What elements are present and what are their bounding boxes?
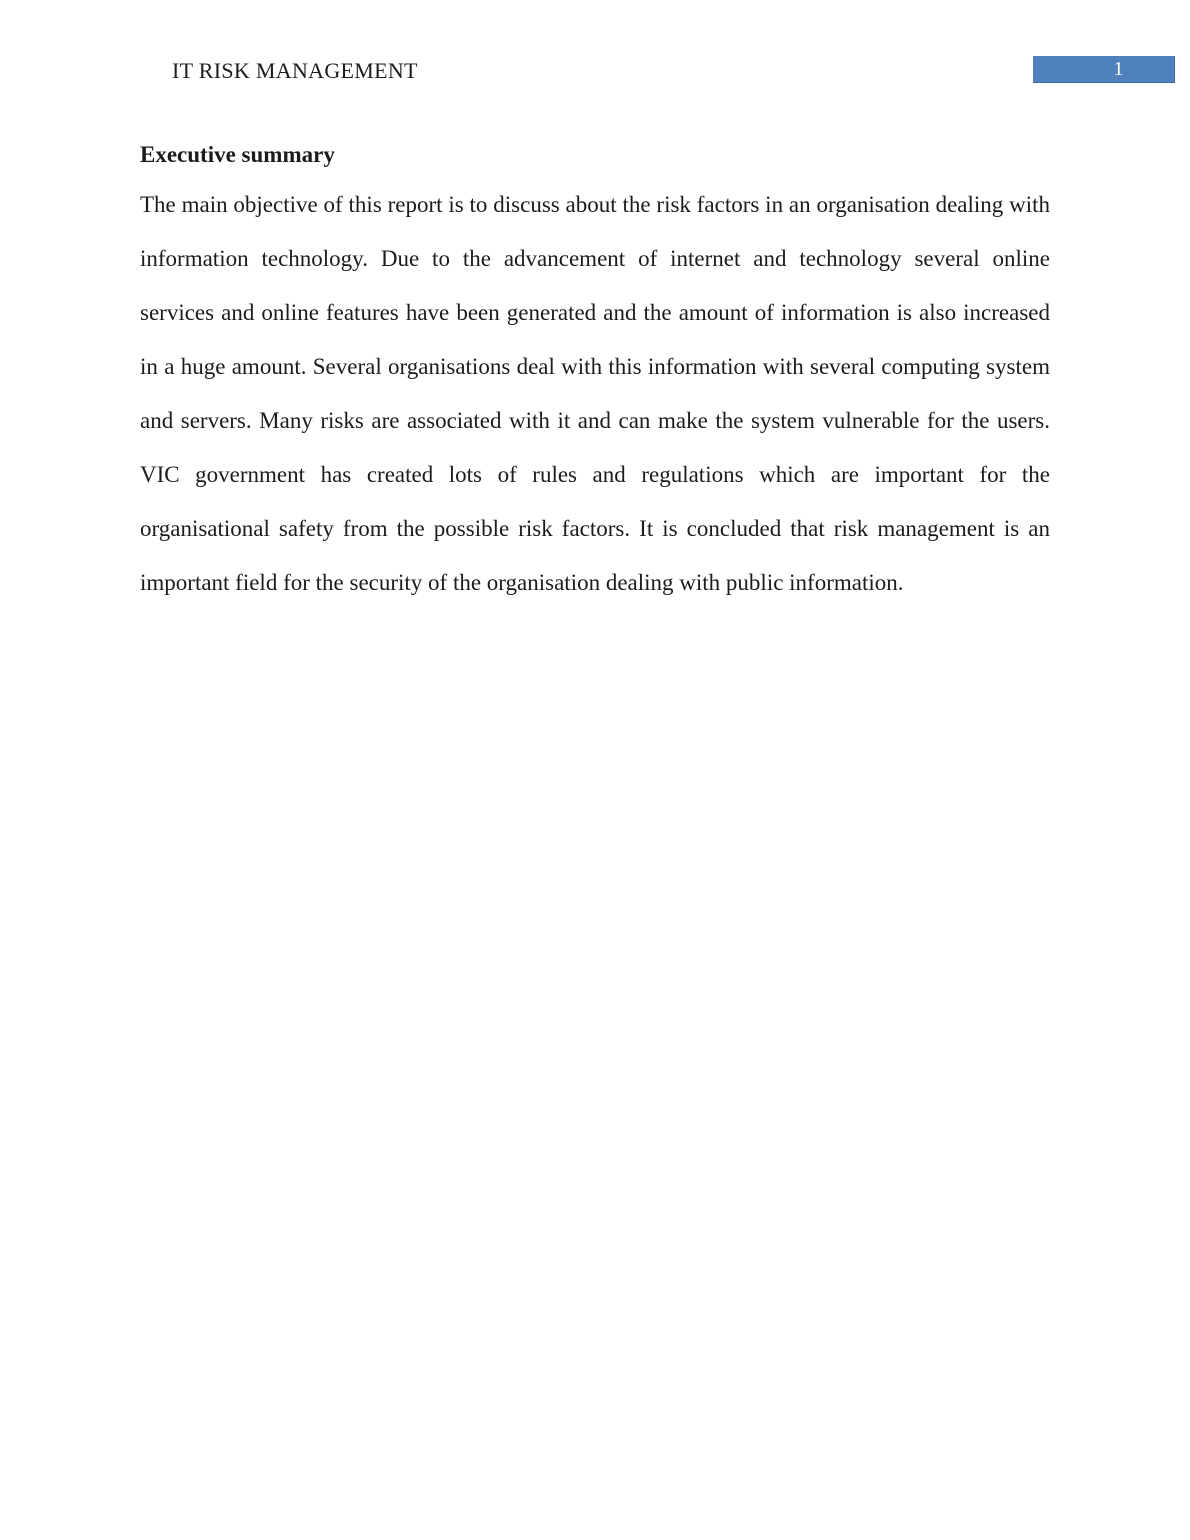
page-number: 1 [1113, 58, 1124, 80]
page-header [0, 0, 1190, 100]
page-number-badge [1033, 56, 1175, 83]
section-heading: Executive summary [140, 142, 335, 167]
header-title: IT RISK MANAGEMENT [172, 58, 418, 83]
document-body [140, 140, 1050, 610]
body-paragraph: The main objective of this report is to discuss about the risk factors in an organisation dealing with information technology. Due to the advancement of internet and technology several online services and online features have been generated and the amount of information is also increased in a huge amount. Several organisations deal with this information with several computing system and servers. Many risks are associated with it and can make the system vulnerable for the users. VIC government has created lots of rules and regulations which are important for the organisational safety from the possible risk factors. It is concluded that risk management is an important field for the security of the organisation dealing with public information. [140, 192, 1050, 595]
